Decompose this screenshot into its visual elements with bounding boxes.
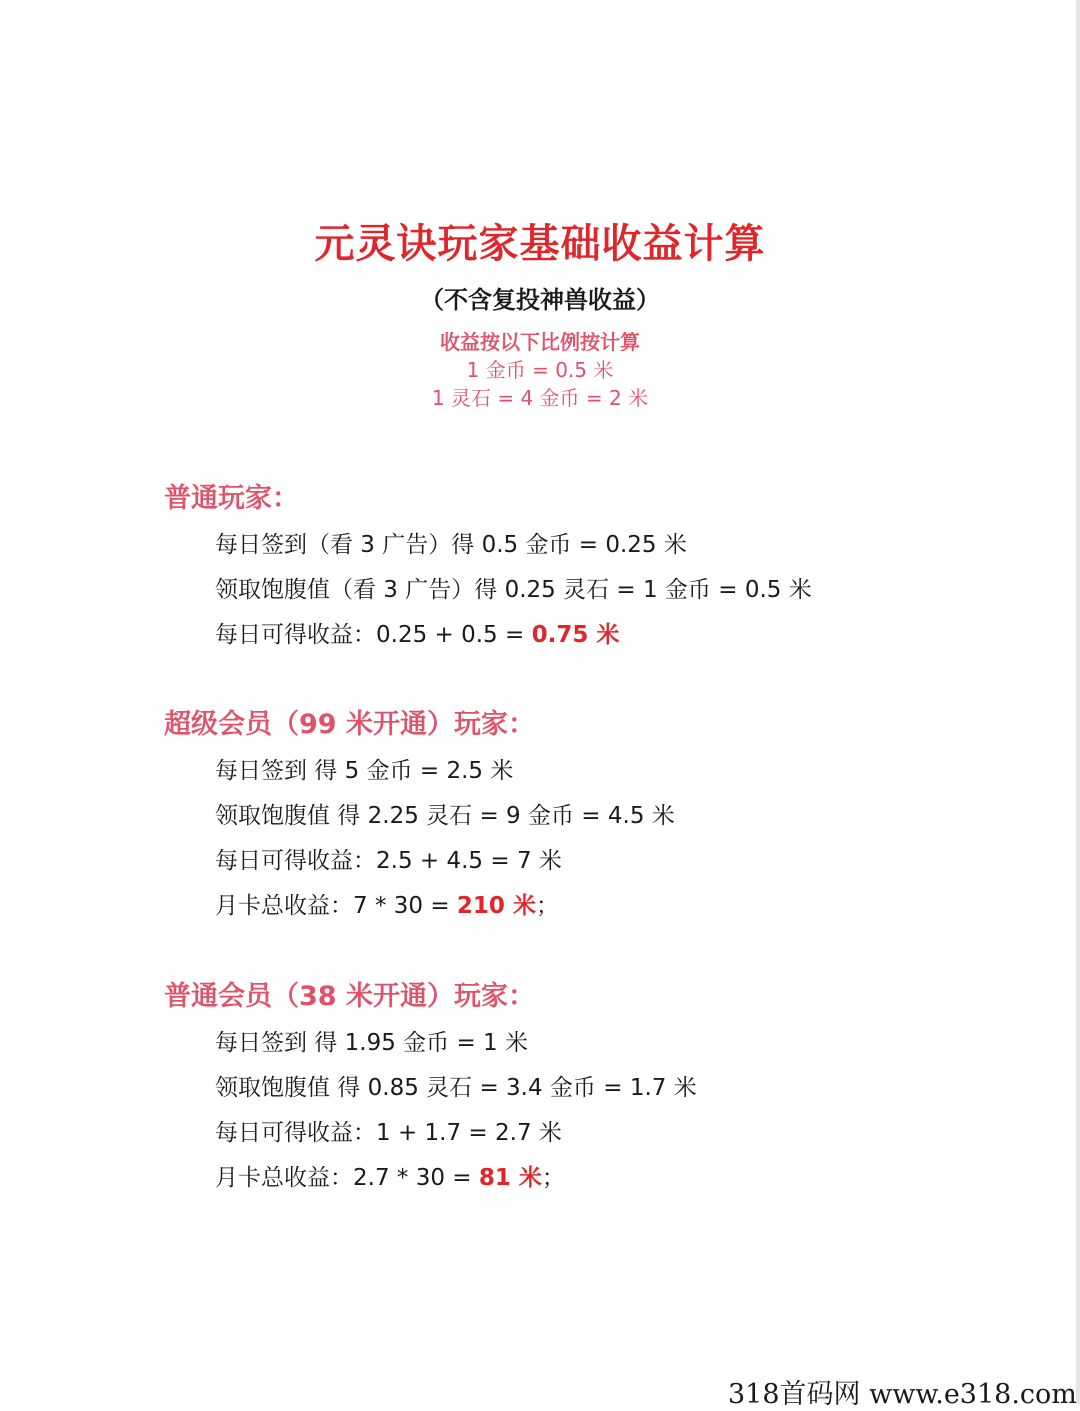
line-daily-checkin: 每日签到 得 1.95 金币 = 1 米 bbox=[215, 1030, 528, 1056]
monthly-income-formula: 月卡总收益：7 * 30 = bbox=[215, 893, 457, 919]
daily-income-formula: 每日可得收益：0.25 + 0.5 = bbox=[215, 622, 532, 648]
line-daily-income bbox=[215, 616, 619, 649]
section-heading: 超级会员（99 米开通）玩家： bbox=[164, 709, 535, 740]
daily-income-total: 0.75 米 bbox=[531, 622, 620, 648]
site-watermark: 318首码网 www.e318.com bbox=[728, 1379, 1077, 1410]
ratio-gold-to-rice: 1 金币 = 0.5 米 bbox=[466, 358, 614, 382]
line-satiety: 领取饱腹值 得 2.25 灵石 = 9 金币 = 4.5 米 bbox=[215, 803, 675, 829]
ratio-stone-to-gold: 1 灵石 = 4 金币 = 2 米 bbox=[431, 386, 649, 410]
section-heading: 普通玩家： bbox=[164, 483, 299, 514]
page-edge bbox=[1076, 0, 1080, 1404]
line-daily-checkin: 每日签到（看 3 广告）得 0.5 金币 = 0.25 米 bbox=[215, 532, 687, 558]
section-heading: 普通会员（38 米开通）玩家： bbox=[164, 981, 535, 1012]
line-satiety: 领取饱腹值（看 3 广告）得 0.25 灵石 = 1 金币 = 0.5 米 bbox=[215, 577, 812, 603]
line-daily-checkin: 每日签到 得 5 金币 = 2.5 米 bbox=[215, 758, 514, 784]
line-monthly-income bbox=[215, 1159, 565, 1192]
line-monthly-income bbox=[215, 887, 559, 920]
line-daily-income: 每日可得收益：1 + 1.7 = 2.7 米 bbox=[215, 1120, 562, 1146]
monthly-income-total: 81 米 bbox=[478, 1165, 542, 1191]
page-title: 元灵诀玩家基础收益计算 bbox=[314, 221, 766, 267]
line-daily-income: 每日可得收益：2.5 + 4.5 = 7 米 bbox=[215, 848, 562, 874]
monthly-income-total: 210 米 bbox=[456, 893, 536, 919]
monthly-income-suffix: ； bbox=[541, 1165, 565, 1191]
page-subtitle: （不含复投神兽收益） bbox=[420, 286, 660, 314]
ratio-intro: 收益按以下比例按计算 bbox=[440, 330, 640, 354]
line-satiety: 领取饱腹值 得 0.85 灵石 = 3.4 金币 = 1.7 米 bbox=[215, 1075, 697, 1101]
monthly-income-suffix: ； bbox=[535, 893, 559, 919]
monthly-income-formula: 月卡总收益：2.7 * 30 = bbox=[215, 1165, 479, 1191]
